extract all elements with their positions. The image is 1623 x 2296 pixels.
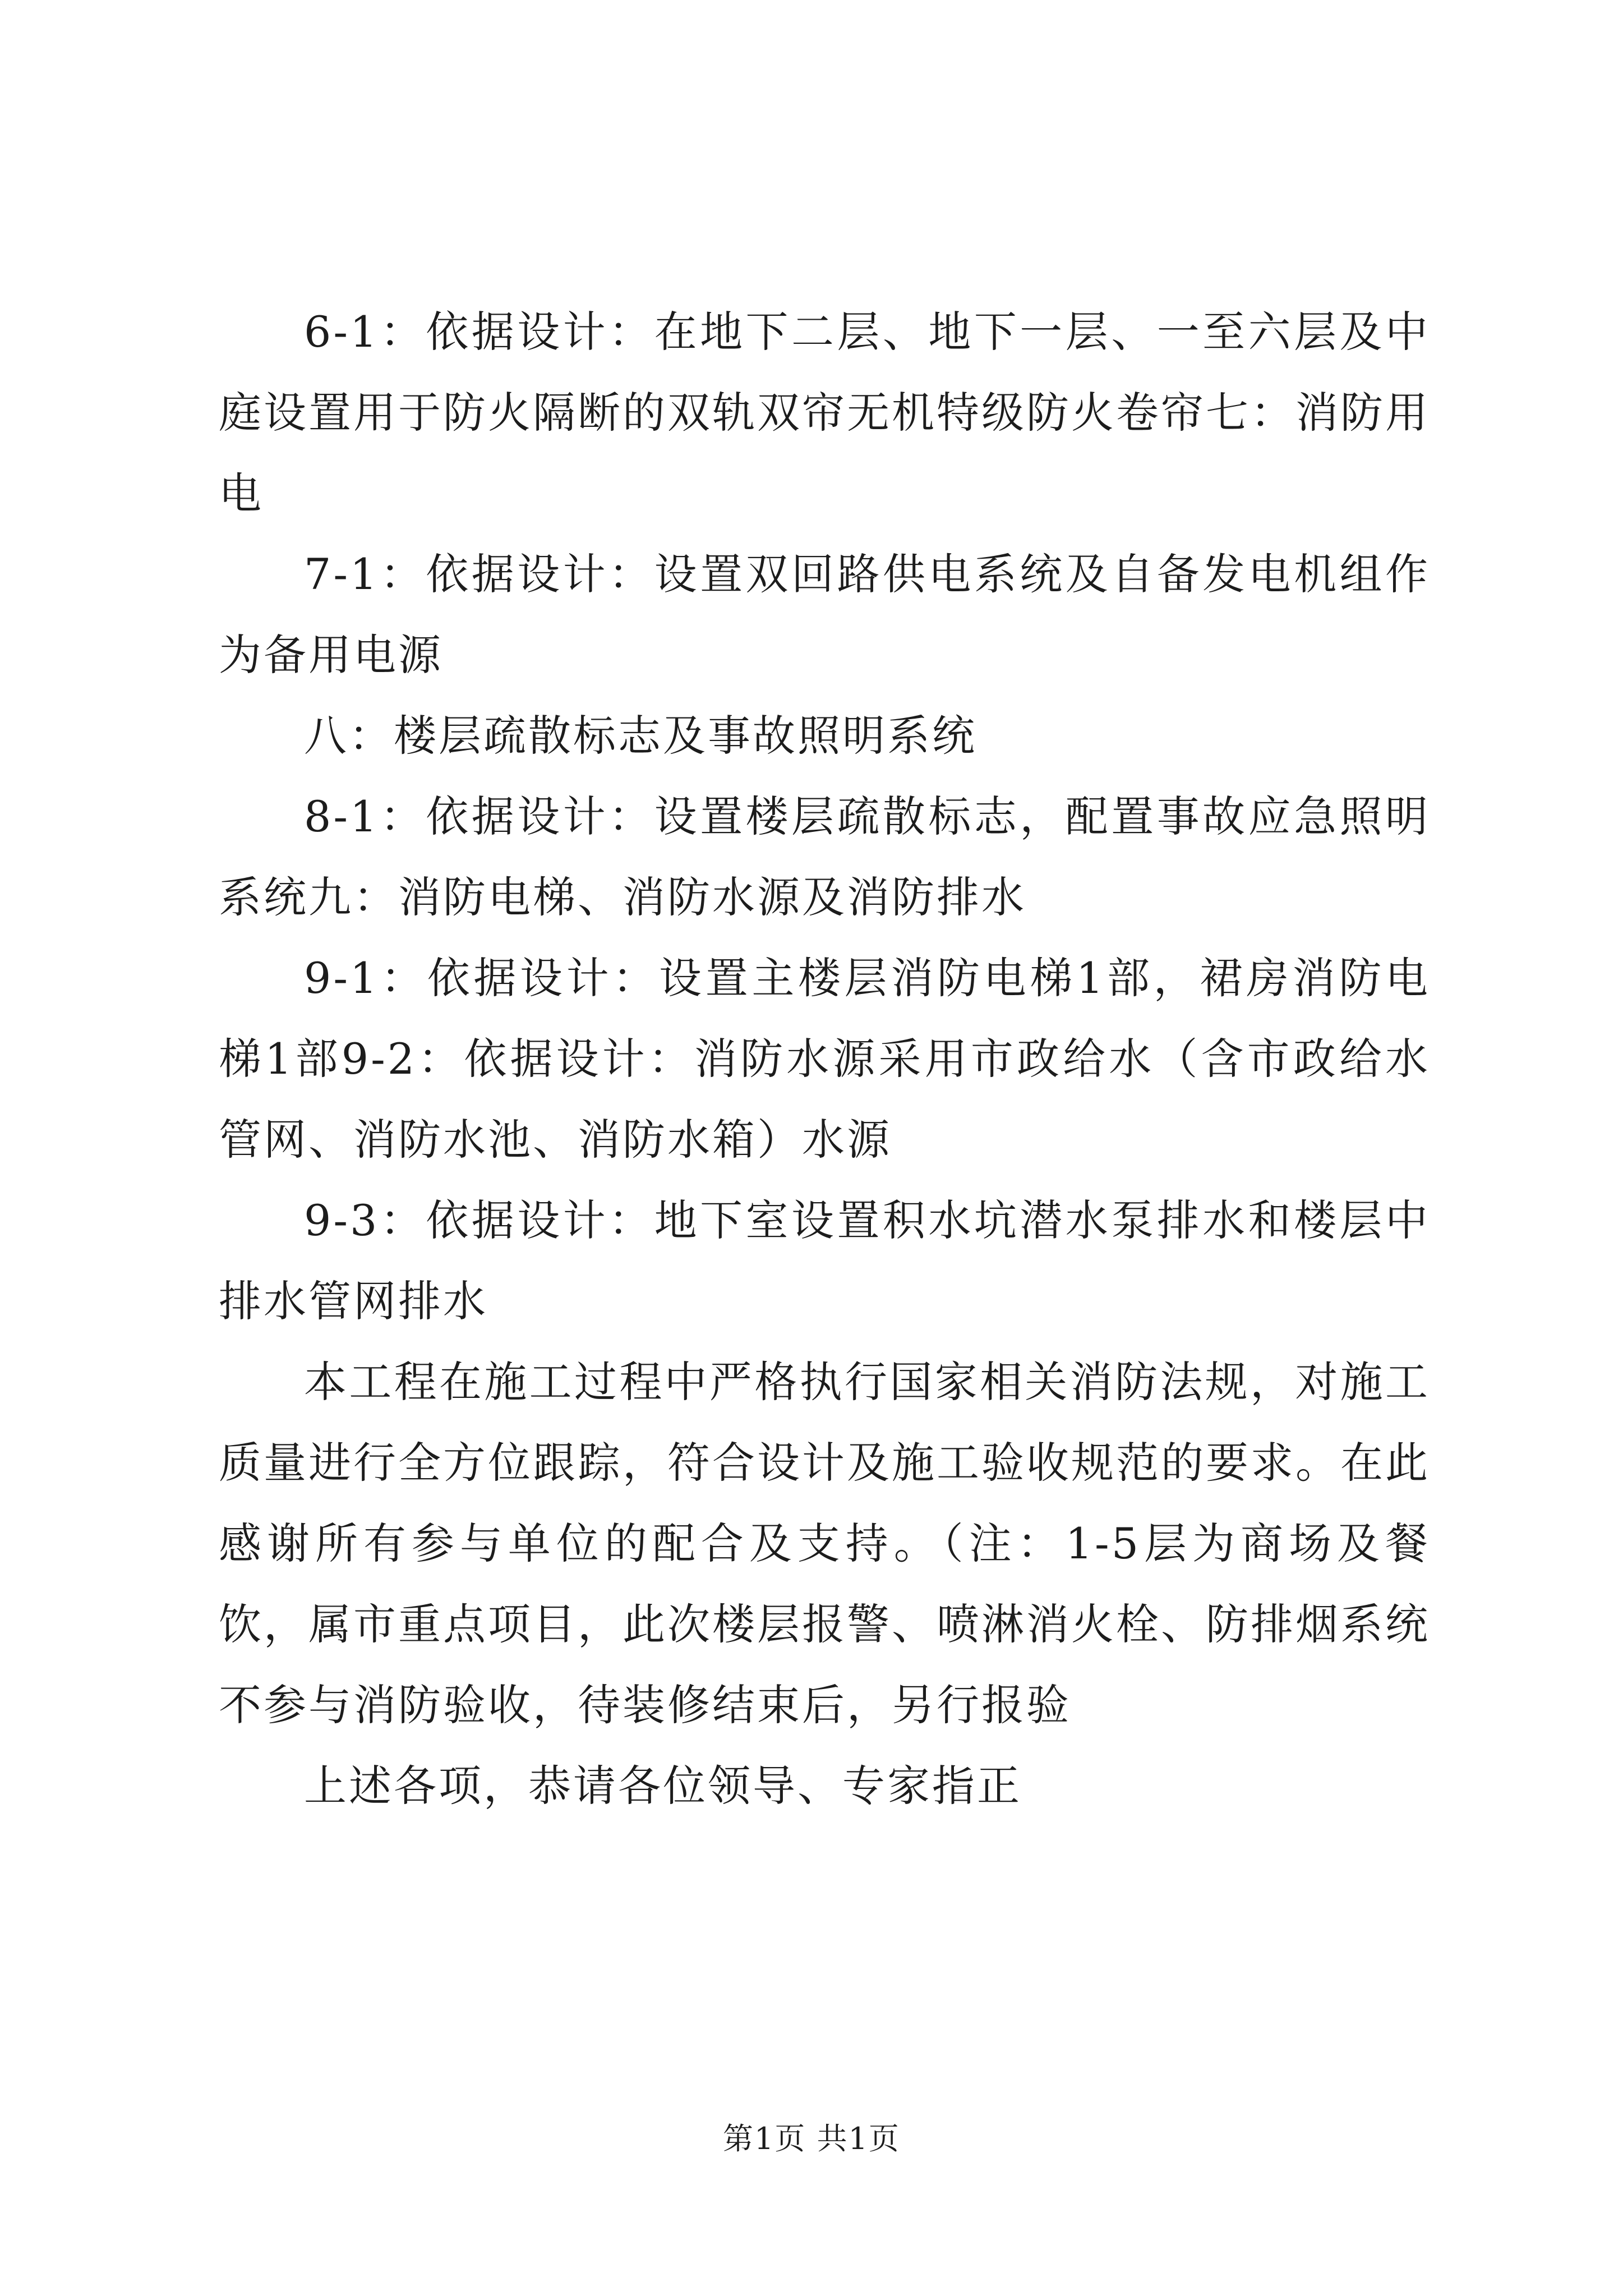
paragraph-closing: 上述各项，恭请各位领导、专家指正	[304, 1761, 1022, 1811]
paragraph-section-8-heading: 八：楼层疏散标志及事故照明系统	[304, 711, 977, 761]
paragraph-7-1: 7-1：依据设计：设置双回路供电系统及自备发电机组作为备用电源	[219, 549, 1430, 680]
paragraph-8-1: 8-1：依据设计：设置楼层疏散标志，配置事故应急照明系统九：消防电梯、消防水源及消防排水	[219, 792, 1430, 922]
paragraph-6-1: 6-1：依据设计：在地下二层、地下一层、一至六层及中庭设置用于防火隔断的双轨双帘无机特级防火卷帘七：消防用电	[219, 307, 1430, 518]
paragraph-9-3: 9-3：依据设计：地下室设置积水坑潜水泵排水和楼层中排水管网排水	[219, 1195, 1430, 1326]
paragraph-summary: 本工程在施工过程中严格执行国家相关消防法规，对施工质量进行全方位跟踪，符合设计及施工验收规范的要求。在此感谢所有参与单位的配合及支持。（注：1-5层为商场及餐饮，属市重点项目，此次楼层报警、喷淋消火栓、防排烟系统不参与消防验收，待装修结束后，另行报验	[219, 1357, 1430, 1730]
page-footer: 第1页 共1页	[723, 2121, 900, 2156]
paragraph-9-1: 9-1：依据设计：设置主楼层消防电梯1部，裙房消防电梯1部9-2：依据设计：消防水源采用市政给水（含市政给水管网、消防水池、消防水箱）水源	[219, 953, 1430, 1165]
document-body	[219, 292, 1430, 1826]
